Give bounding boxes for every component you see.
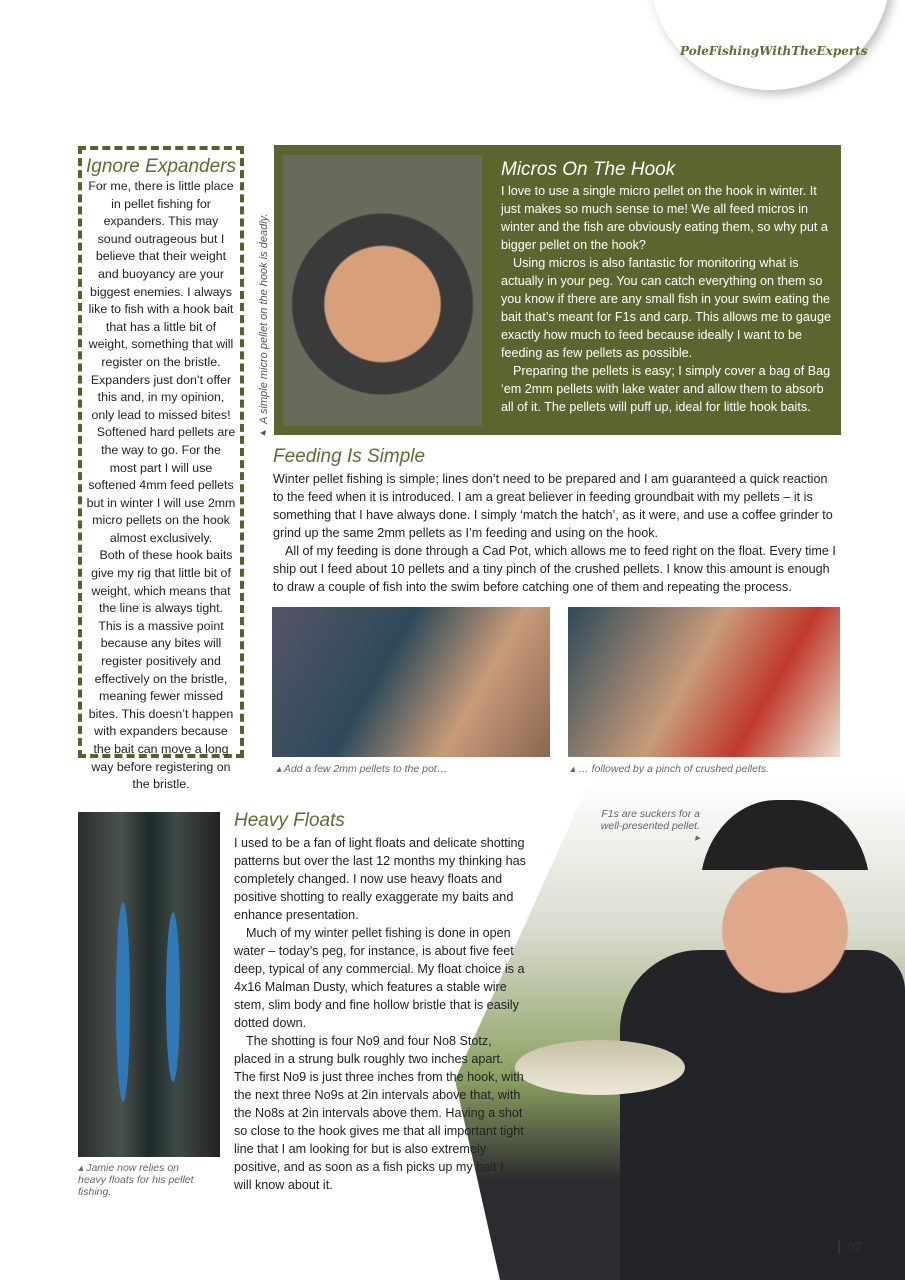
- series-title: PoleFishingWithTheExperts: [680, 44, 868, 58]
- heavy-paragraph: Much of my winter pellet fishing is done in open water – today’s peg, for instance, is about five feet deep, typical of any commercial. My float choice is a 4x16 Malman Dusty, which features a stable wire stem, slim body and fine hollow bristle that is easily dotted down.: [234, 926, 525, 1030]
- caption-text: A simple micro pellet on the hook is deadly.: [258, 213, 270, 424]
- feeding-paragraph: All of my feeding is done through a Cad Pot, which allows me to feed right on the float. Every time I ship out I feed about 10 pellets and a tiny pinch of the crushed pellets. I know this amount is enough to draw a couple of fish into the swim before catching one of them and repeating the process.: [273, 544, 836, 594]
- micros-paragraph: Preparing the pellets is easy; I simply cover a bag of Bag ‘em 2mm pellets with lake water and allow them to absorb all of it. The pellets will puff up, ideal for little hook baits.: [501, 364, 831, 414]
- caption-f1s: F1s are suckers for a well-presented pellet. ▸: [600, 808, 700, 844]
- feeding-section: [273, 446, 839, 596]
- micros-title: Micros On The Hook: [501, 159, 676, 180]
- sidebar-paragraph: For me, there is little place in pellet fishing for expanders. This may sound outrageous but I believe that their weight and buoyancy are your biggest enemies. I always like to fish with a hook bait that has a little bit of weight, something that will register on the bristle. Expanders just don’t offer this and, in my opinion, only lead to missed bites!: [88, 179, 234, 422]
- float-image: [166, 912, 180, 1082]
- sidebar-box: [78, 146, 244, 792]
- angler-head: [700, 800, 870, 1000]
- micros-paragraph: I love to use a single micro pellet on the hook in winter. It just makes so much sense to me! We all feed micros in winter and the fish are obviously eating them, so why put a bigger pellet on the hook?: [501, 184, 828, 252]
- heavy-floats-section: [234, 810, 534, 1194]
- micros-section: [501, 158, 831, 416]
- caption-micro: ▸ A simple micro pellet on the hook is deadly.: [258, 213, 270, 440]
- sidebar-paragraph: Softened hard pellets are the way to go. For the most part I will use softened 4mm feed pellets but in winter I will use 2mm micro pellets on the hook almost exclusively.: [86, 425, 236, 545]
- sidebar-title: Ignore Expanders: [86, 156, 236, 177]
- floats-photo: [78, 812, 220, 1157]
- sidebar-paragraph: Both of these hook baits give my rig that little bit of weight, which means that the line is always tight. This is a massive point because any bites will register positively and effectively on the bristle, meaning fewer missed bites. This doesn’t happen with expanders because the bait can move a long way before registering on the bristle.: [88, 548, 234, 792]
- caption-pot: ▴ Add a few 2mm pellets to the pot…: [276, 763, 448, 775]
- angler-photo: [283, 155, 482, 426]
- heavy-paragraph: The shotting is four No9 and four No8 Stotz, placed in a strung bulk roughly two inches apart. The first No9 is just three inches from the hook, with the next three No9s at 2in intervals above that, with the No8s at 2in intervals above them. Having a shot so close to the hook gives me that all important tight line that I am looking for but is also extremely positive, and as soon as a fish picks up my bait I will know about it.: [234, 1034, 524, 1192]
- micros-paragraph: Using micros is also fantastic for monitoring what is actually in your peg. You can catch everything on them so you know if there are any small fish in your swim eating the bait that’s meant for F1s and carp. This allows me to gauge exactly how much to feed because ideally I want to be feeding as few pellets as possible.: [501, 256, 831, 360]
- heavy-paragraph: I used to be a fan of light floats and delicate shotting patterns but over the last 12 months my thinking has completely changed. I now use heavy floats and positive shotting to really exaggerate my baits and enhance presentation.: [234, 836, 526, 922]
- caption-text: Add a few 2mm pellets to the pot…: [283, 763, 448, 775]
- page-number: 07: [838, 1240, 861, 1254]
- float-image: [116, 902, 130, 1102]
- feeding-title: Feeding Is Simple: [273, 446, 426, 467]
- feeding-paragraph: Winter pellet fishing is simple; lines don’t need to be prepared and I am guaranteed a quick reaction to the feed when it is introduced. I am a great believer in feeding groundbait with my pellets – it is something that I have always done. I simply ‘match the hatch’, as it were, and use a coffee grinder to grind up the same 2mm pellets as I’m feeding and using on the hook.: [273, 472, 833, 540]
- crushed-pellets-photo: [568, 607, 840, 757]
- caption-floats: ▴ Jamie now relies on heavy floats for his pellet fishing.: [78, 1162, 194, 1198]
- fish-image: [515, 1040, 685, 1095]
- caption-text: Jamie now relies on heavy floats for his pellet fishing.: [78, 1162, 194, 1198]
- heavy-title: Heavy Floats: [234, 810, 345, 831]
- caption-text: F1s are suckers for a well-presented pellet.: [600, 808, 700, 832]
- caption-crushed: ▴ … followed by a pinch of crushed pellets.: [570, 763, 770, 775]
- pellets-pot-photo: [272, 607, 550, 757]
- caption-text: … followed by a pinch of crushed pellets.: [578, 763, 770, 775]
